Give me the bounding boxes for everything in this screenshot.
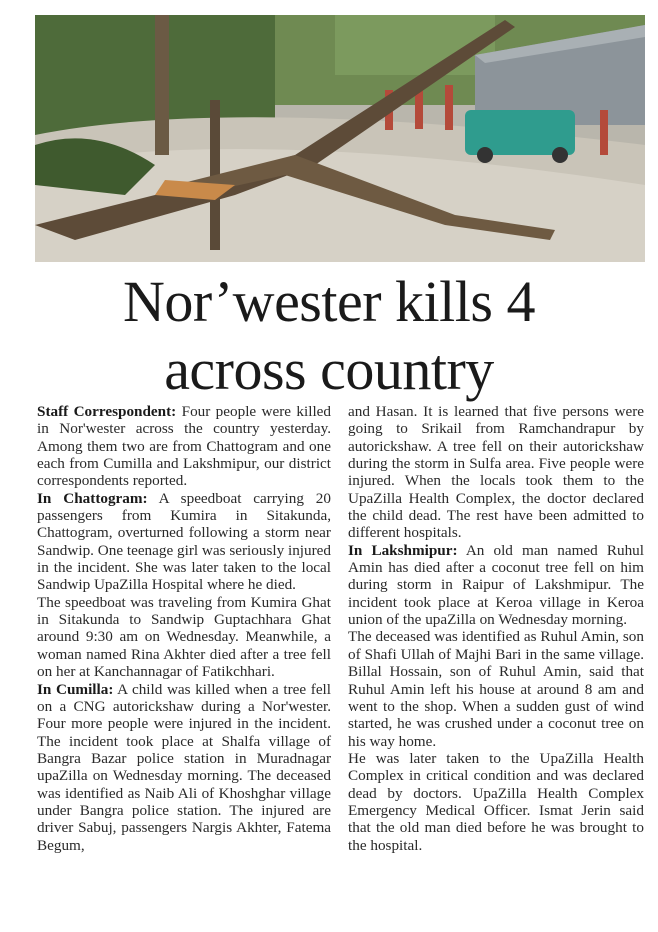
article-column-left <box>37 403 331 854</box>
paragraph-lead: In Lakshmipur: <box>348 541 458 559</box>
headline <box>20 268 638 404</box>
paragraph-lead: In Cumilla: <box>37 680 114 698</box>
headline-line-1: Nor’wester kills 4 <box>123 269 535 334</box>
headline-line-2: across country <box>164 337 494 402</box>
paragraph-text: A speedboat carrying 20 passengers from Kumira in Sitakunda, Chattogram, overturned following a storm near Sandwip. One teenage girl was seriously injured in the incident. She was later taken to the local Sandwip UpaZilla Hospital where he died. <box>37 489 331 594</box>
paragraph-text: and Hasan. It is learned that five persons were going to Srikail from Ramchandrapur by autorickshaw. A tree fell on their autorickshaw during the storm in Sulfa area. Five people were injured. When the locals took them to the UpaZilla Health Complex, the doctor declared the child dead. The rest have been admitted to different hospitals. <box>348 403 644 542</box>
paragraph-text: A child was killed when a tree fell on a CNG autorickshaw during a Nor'wester. Four more people were injured in the incident. The incident took place at Shalfa village of Bangra Bazar police station in Muradnagar upaZilla on Wednesday morning. The deceased was identified as Naib Ali of Khoshghar village under Bangra police station. The injured are driver Sabuj, passengers Nargis Akhter, Fatema Begum, <box>37 680 331 854</box>
paragraph <box>348 403 644 542</box>
paragraph-text: An old man named Ruhul Amin has died after a coconut tree fell on him during storm in Raipur of Lakshmipur. The incident took place at Keroa village in Keroa union of the upaZilla on Wednesday morning. <box>348 541 644 629</box>
paragraph <box>348 750 644 854</box>
article-column-right <box>348 403 644 854</box>
paragraph <box>348 628 644 749</box>
paragraph-text: The speedboat was traveling from Kumira Ghat in Sitakunda to Sandwip Guptachhara Ghat around 9:30 am on Wednesday. Meanwhile, a woman named Rina Akhter died after a tree fell on her at Kanchannagar of Fatikchhari. <box>37 593 331 681</box>
photo-fallen-tree <box>35 15 645 262</box>
paragraph <box>37 681 331 854</box>
paragraph-lead: Staff Correspondent: <box>37 403 177 420</box>
paragraph <box>37 403 331 490</box>
paragraph <box>37 490 331 594</box>
paragraph-text: He was later taken to the UpaZilla Health Complex in critical condition and was declared dead by doctors. UpaZilla Health Complex Emergency Medical Officer. Ismat Jerin said that the old man died before he was brought to the hospital. <box>348 749 644 854</box>
paragraph-text: Four people were killed in Nor'wester across the country yesterday. Among them two are from Chattogram and one each from Cumilla and Lakshmipur, our district correspondents reported. <box>37 403 331 490</box>
paragraph <box>37 594 331 681</box>
news-photo <box>35 15 645 262</box>
paragraph-text: The deceased was identified as Ruhul Amin, son of Shafi Ullah of Majhi Bari in the same village. Billal Hossain, son of Ruhul Amin, said that Ruhul Amin left his house at around 8 am and went to the shop. When a sudden gust of wind started, he was crushed under a coconut tree on his way home. <box>348 628 644 750</box>
paragraph-lead: In Chattogram: <box>37 489 148 507</box>
paragraph <box>348 542 644 629</box>
